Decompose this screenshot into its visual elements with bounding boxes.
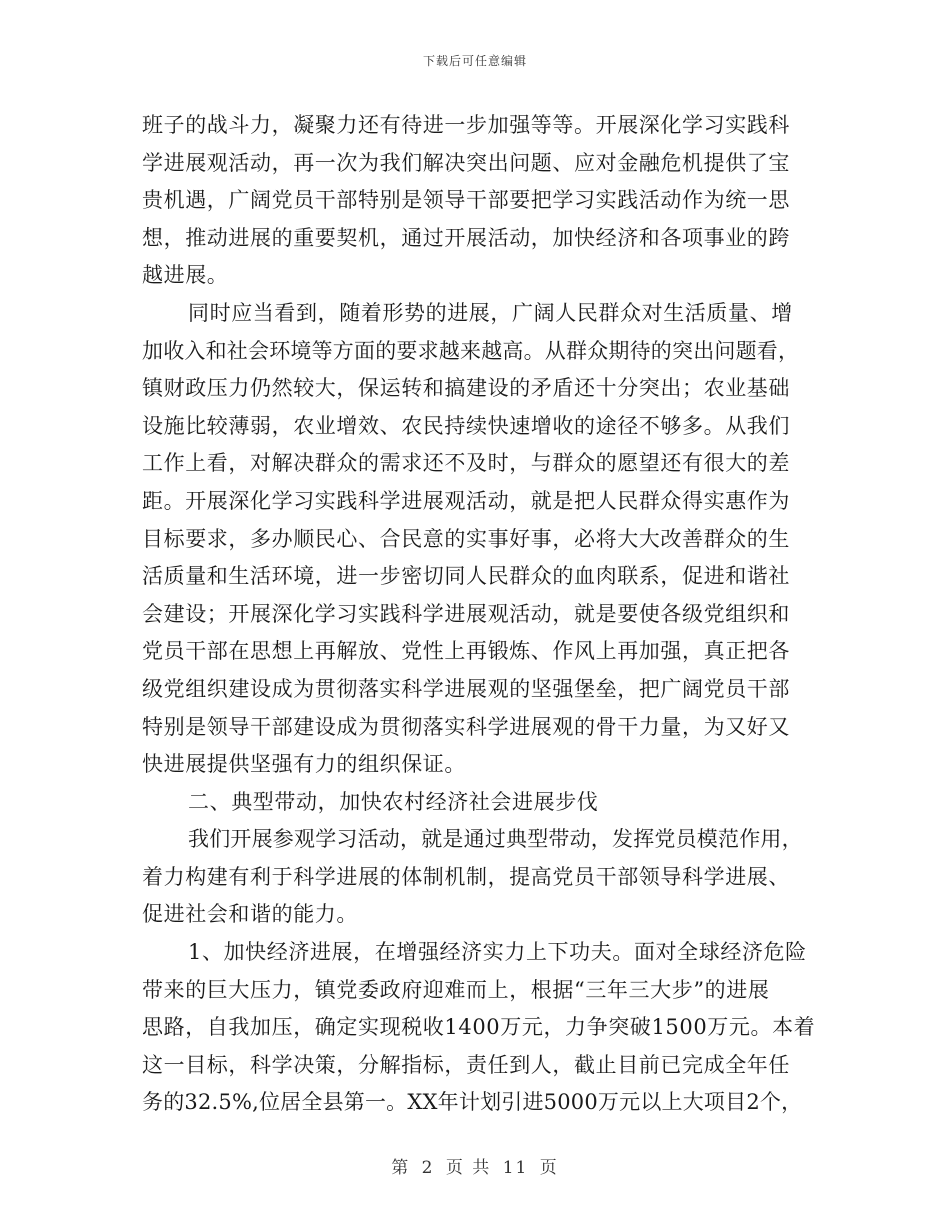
text-line: 设施比较薄弱，农业增效、农民持续快速增收的途径不够多。从我们 (142, 413, 790, 438)
footer-prefix: 第 (391, 1158, 411, 1178)
text-line: 距。开展深化学习实践科学进展观活动，就是把人民群众得实惠作为 (142, 488, 790, 513)
text-line: 带来的巨大压力，镇党委政府迎难而上，根据“三年三大步”的进展 (142, 977, 770, 1002)
text-line: 这一目标，科学决策，分解指标，责任到人，截止目前已完成全年任 (142, 1052, 790, 1077)
document-body (142, 107, 816, 1122)
text-line: 贵机遇，广阔党员干部特别是领导干部要把学习实践活动作为统一思 (142, 188, 790, 213)
page-header: 下载后可任意编辑 (422, 54, 527, 68)
footer-suffix: 页 (539, 1158, 559, 1178)
text-line: 级党组织建设成为贯彻落实科学进展观的坚强堡垒，把广阔党员干部 (142, 676, 790, 701)
text-line: 工作上看，对解决群众的需求还不及时，与群众的愿望还有很大的差 (142, 451, 790, 476)
text-line: 镇财政压力仍然较大，保运转和搞建设的矛盾还十分突出；农业基础 (142, 376, 790, 401)
text-line: 特别是领导干部建设成为贯彻落实科学进展观的骨干力量，为又好又 (142, 714, 790, 739)
total-pages-number: 11 (502, 1158, 529, 1178)
text-line: 越进展。 (142, 263, 229, 288)
text-line: 着力构建有利于科学进展的体制机制，提高党员干部领导科学进展、 (142, 864, 790, 889)
text-line: 学进展观活动，再一次为我们解决突出问题、应对金融危机提供了宝 (142, 150, 790, 175)
text-line: 会建设；开展深化学习实践科学进展观活动，就是要使各级党组织和 (142, 601, 790, 626)
current-page-number: 2 (421, 1158, 435, 1178)
text-line: 务的32.5%,位居全县第一。XX年计划引进5000万元以上大项目2个， (142, 1090, 803, 1115)
text-line: 加收入和社会环境等方面的要求越来越高。从群众期待的突出问题看， (142, 338, 800, 363)
paragraph-start-line: 我们开展参观学习活动，就是通过典型带动，发挥党员模范作用， (188, 827, 803, 852)
footer-middle: 页 共 (445, 1158, 492, 1178)
text-line: 班子的战斗力，凝聚力还有待进一步加强等等。开展深化学习实践科 (142, 113, 790, 137)
text-line: 思路，自我加压，确定实现税收1400万元，力争突破1500万元。本着 (142, 1015, 816, 1040)
text-line: 想，推动进展的重要契机，通过开展活动，加快经济和各项事业的跨 (142, 225, 790, 250)
text-line: 党员干部在思想上再解放、党性上再锻炼、作风上再加强，真正把各 (142, 639, 790, 664)
section-heading: 二、典型带动，加快农村经济社会进展步伐 (188, 789, 599, 814)
paragraph-start-line: 1、加快经济进展，在增强经济实力上下功夫。面对全球经济危险 (188, 940, 807, 965)
paragraph-start-line: 同时应当看到，随着形势的进展，广阔人民群众对生活质量、增 (188, 300, 793, 325)
page-footer (0, 1153, 950, 1178)
text-line: 目标要求，多办顺民心、合民意的实事好事，必将大大改善群众的生 (142, 526, 790, 551)
text-line: 活质量和生活环境，进一步密切同人民群众的血肉联系，促进和谐社 (142, 564, 790, 589)
text-line: 快进展提供坚强有力的组织保证。 (142, 752, 466, 777)
text-line: 促进社会和谐的能力。 (142, 902, 358, 927)
